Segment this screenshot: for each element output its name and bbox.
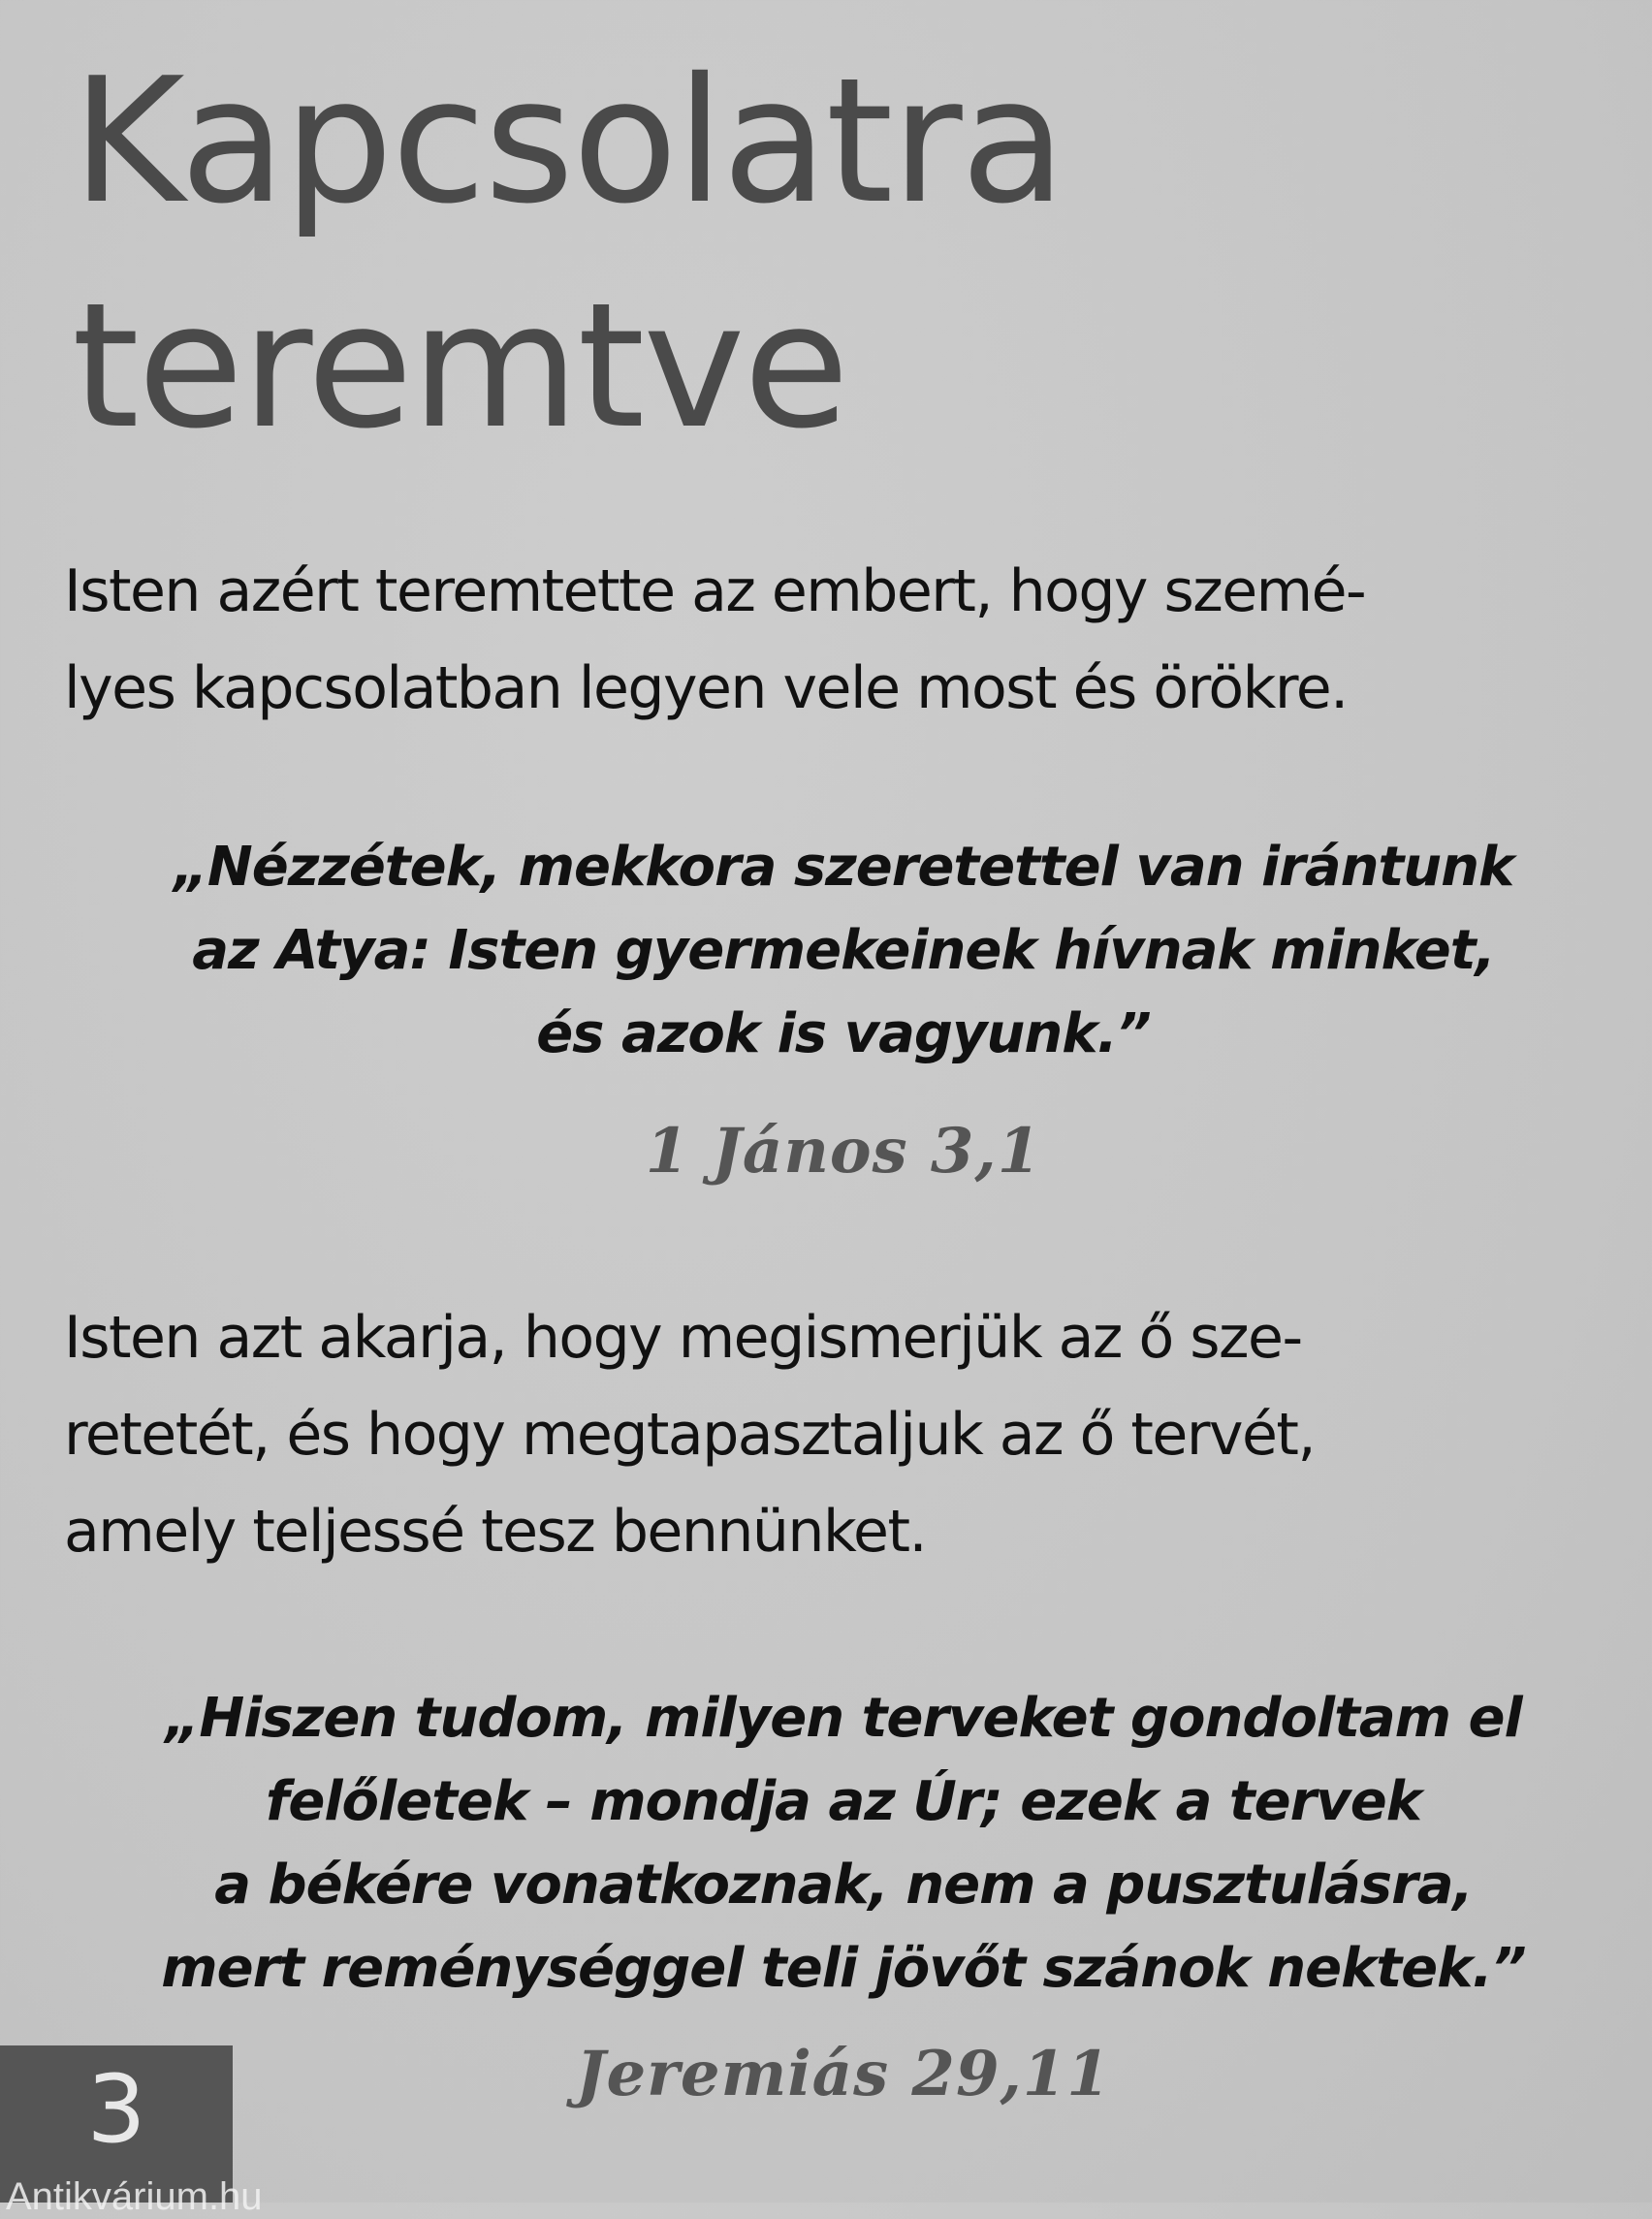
page-number: 3 — [86, 2055, 146, 2164]
quote-line: az Atya: Isten gyermekeinek hívnak minket, — [192, 919, 1495, 982]
paragraph-line: Isten azt akarja, hogy megismerjük az ő sze- — [64, 1304, 1302, 1372]
paragraph-line: amely teljessé tesz bennünket. — [64, 1498, 927, 1566]
page-title — [72, 29, 1064, 479]
bible-quote-1 — [116, 826, 1571, 1076]
quote-line: mert reménységgel teli jövőt szánok nektek.” — [161, 1937, 1526, 2000]
quote-line: felőletek – mondja az Úr; ezek a tervek — [266, 1770, 1421, 1833]
quote-2-reference: Jeremiás 29,11 — [576, 2038, 1111, 2110]
paragraph-line: lyes kapcsolatban legyen vele most és örökre. — [64, 654, 1348, 722]
quote-line: a békére vonatkoznak, nem a pusztulásra, — [214, 1854, 1473, 1917]
paragraph-line: Isten azért teremtette az embert, hogy szemé- — [64, 557, 1366, 625]
quote-line: „Hiszen tudom, milyen terveket gondoltam el — [165, 1687, 1522, 1750]
intro-paragraph — [64, 543, 1615, 737]
title-line-2: teremtve — [72, 266, 848, 466]
title-line-1: Kapcsolatra — [72, 41, 1064, 241]
watermark: Antikvárium.hu — [6, 2175, 263, 2218]
bible-quote-2 — [116, 1677, 1571, 2011]
second-paragraph — [64, 1289, 1615, 1580]
paragraph-line: retetét, és hogy megtapasztaljuk az ő tervét, — [64, 1401, 1316, 1469]
quote-line: „Nézzétek, mekkora szeretettel van irántunk — [173, 836, 1514, 899]
quote-line: és azok is vagyunk.” — [536, 1002, 1151, 1065]
quote-1-reference: 1 János 3,1 — [645, 1115, 1042, 1188]
